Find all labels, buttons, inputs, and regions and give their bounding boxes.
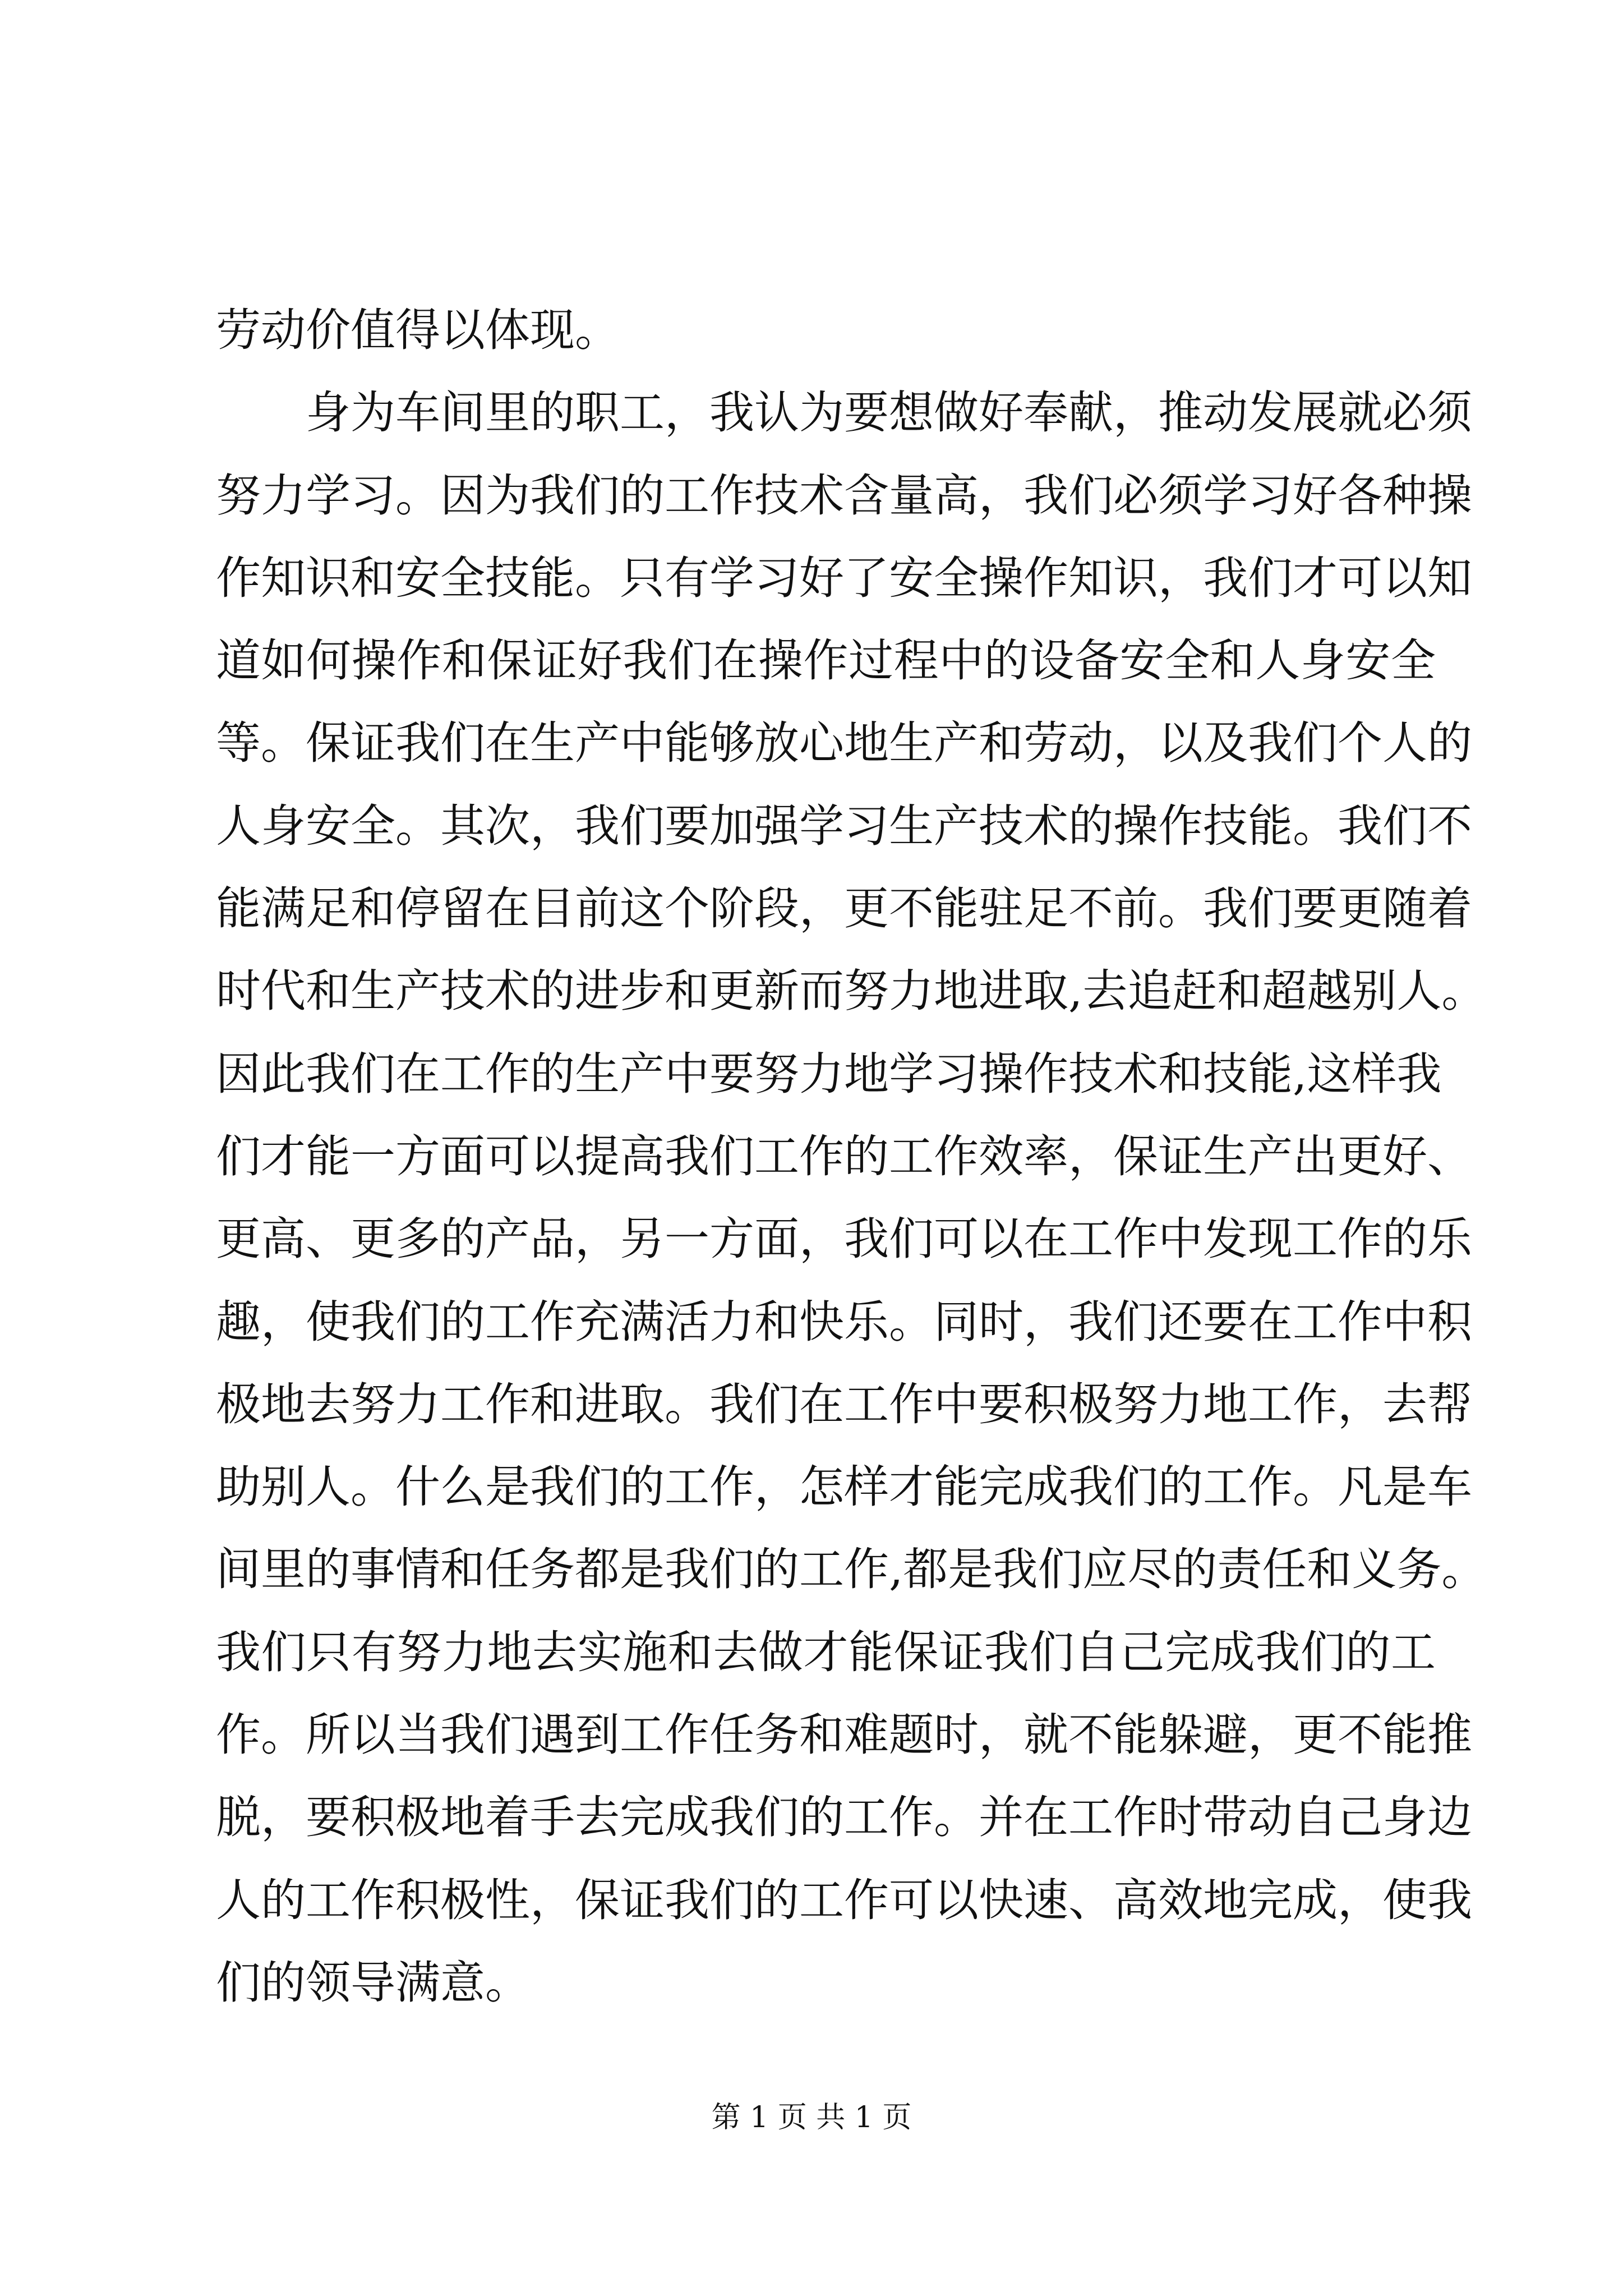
text-line: 时代和生产技术的进步和更新而努力地进取,去追赶和超越别人。 bbox=[216, 965, 1487, 1018]
text-line: 劳动价值得以体现。 bbox=[216, 304, 620, 356]
page-number-footer: 第 1 页 共 1 页 bbox=[711, 2101, 912, 2134]
text-line: 我们只有努力地去实施和去做才能保证我们自己完成我们的工 bbox=[216, 1626, 1436, 1678]
text-line: 因此我们在工作的生产中要努力地学习操作技术和技能,这样我 bbox=[216, 1047, 1442, 1100]
text-line: 脱，要积极地着手去完成我们的工作。并在工作时带动自己身边 bbox=[216, 1791, 1472, 1844]
text-line: 等。保证我们在生产中能够放心地生产和劳动，以及我们个人的 bbox=[216, 717, 1472, 770]
text-line: 人身安全。其次，我们要加强学习生产技术的操作技能。我们不 bbox=[216, 799, 1472, 852]
text-line: 助别人。什么是我们的工作，怎样才能完成我们的工作。凡是车 bbox=[216, 1461, 1472, 1513]
text-line: 们的领导满意。 bbox=[216, 1956, 530, 2009]
text-line: 们才能一方面可以提高我们工作的工作效率，保证生产出更好、 bbox=[216, 1130, 1472, 1182]
text-line: 间里的事情和任务都是我们的工作,都是我们应尽的责任和义务。 bbox=[216, 1543, 1487, 1596]
text-line: 道如何操作和保证好我们在操作过程中的设备安全和人身安全 bbox=[216, 634, 1436, 687]
text-line: 人的工作积极性，保证我们的工作可以快速、高效地完成，使我 bbox=[216, 1874, 1472, 1926]
body-text bbox=[216, 289, 1487, 2024]
text-line: 能满足和停留在目前这个阶段，更不能驻足不前。我们要更随着 bbox=[216, 882, 1472, 935]
text-line: 作知识和安全技能。只有学习好了安全操作知识，我们才可以知 bbox=[216, 551, 1472, 604]
text-line: 极地去努力工作和进取。我们在工作中要积极努力地工作，去帮 bbox=[216, 1378, 1472, 1430]
text-line: 身为车间里的职工，我认为要想做好奉献，推动发展就必须 bbox=[306, 386, 1472, 439]
text-line: 努力学习。因为我们的工作技术含量高，我们必须学习好各种操 bbox=[216, 469, 1472, 522]
text-line: 趣，使我们的工作充满活力和快乐。同时，我们还要在工作中积 bbox=[216, 1295, 1472, 1348]
text-line: 作。所以当我们遇到工作任务和难题时，就不能躲避，更不能推 bbox=[216, 1709, 1472, 1761]
text-line: 更高、更多的产品，另一方面，我们可以在工作中发现工作的乐 bbox=[216, 1213, 1472, 1266]
